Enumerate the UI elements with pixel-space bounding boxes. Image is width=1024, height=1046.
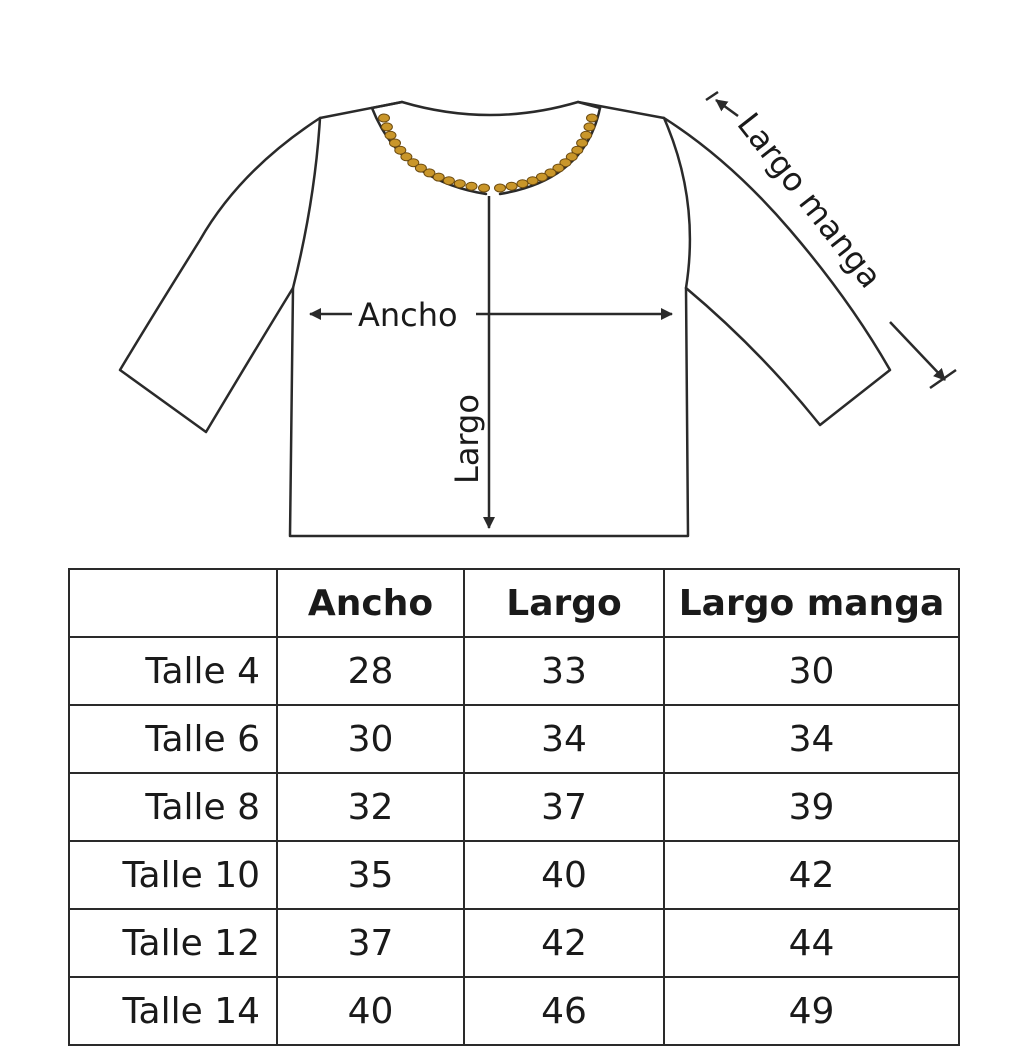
bead-icon <box>581 131 592 139</box>
table-row <box>69 637 959 705</box>
bead-icon <box>379 114 390 122</box>
largo-manga-tick-bottom <box>930 370 956 388</box>
bead-icon <box>454 180 465 188</box>
bead-icon <box>587 114 598 122</box>
bead-icon <box>466 182 477 190</box>
bead-icon <box>517 180 528 188</box>
bead-icon <box>495 184 506 192</box>
bead-icon <box>390 139 401 147</box>
ancho-label: Ancho <box>358 296 458 334</box>
row-label: Talle 4 <box>69 637 277 705</box>
bead-icon <box>584 123 595 131</box>
bead-icon <box>385 131 396 139</box>
row-label: Talle 6 <box>69 705 277 773</box>
bead-icon <box>506 182 517 190</box>
largo-manga-arrow-bottom <box>890 322 945 380</box>
header-empty <box>69 569 277 637</box>
cell-largo: 34 <box>464 705 664 773</box>
table-row <box>69 977 959 1045</box>
cell-ancho: 28 <box>277 637 464 705</box>
row-label: Talle 8 <box>69 773 277 841</box>
cell-largo-manga: 39 <box>664 773 959 841</box>
cell-ancho: 37 <box>277 909 464 977</box>
table-row <box>69 841 959 909</box>
row-label: Talle 14 <box>69 977 277 1045</box>
largo-manga-arrow-top <box>716 100 738 116</box>
row-label: Talle 10 <box>69 841 277 909</box>
cell-largo-manga: 30 <box>664 637 959 705</box>
table-row <box>69 909 959 977</box>
bead-icon <box>479 184 490 192</box>
header-largo: Largo <box>464 569 664 637</box>
bead-icon <box>381 123 392 131</box>
cell-ancho: 30 <box>277 705 464 773</box>
cell-largo: 42 <box>464 909 664 977</box>
cell-largo: 40 <box>464 841 664 909</box>
cell-largo-manga: 49 <box>664 977 959 1045</box>
cell-ancho: 40 <box>277 977 464 1045</box>
cell-largo-manga: 42 <box>664 841 959 909</box>
bead-icon <box>433 173 444 181</box>
header-ancho: Ancho <box>277 569 464 637</box>
bead-icon <box>443 177 454 185</box>
row-label: Talle 12 <box>69 909 277 977</box>
size-table <box>68 568 960 1046</box>
cell-largo-manga: 44 <box>664 909 959 977</box>
largo-label: Largo <box>448 394 486 484</box>
largo-manga-label: Largo manga <box>729 105 890 296</box>
largo-manga-tick-top <box>706 92 718 100</box>
cell-ancho: 32 <box>277 773 464 841</box>
cell-largo-manga: 34 <box>664 705 959 773</box>
cell-largo: 46 <box>464 977 664 1045</box>
bead-icon <box>527 177 538 185</box>
cell-ancho: 35 <box>277 841 464 909</box>
header-largo-manga: Largo manga <box>664 569 959 637</box>
cell-largo: 37 <box>464 773 664 841</box>
table-row <box>69 705 959 773</box>
table-header-row <box>69 569 959 637</box>
table-row <box>69 773 959 841</box>
cell-largo: 33 <box>464 637 664 705</box>
